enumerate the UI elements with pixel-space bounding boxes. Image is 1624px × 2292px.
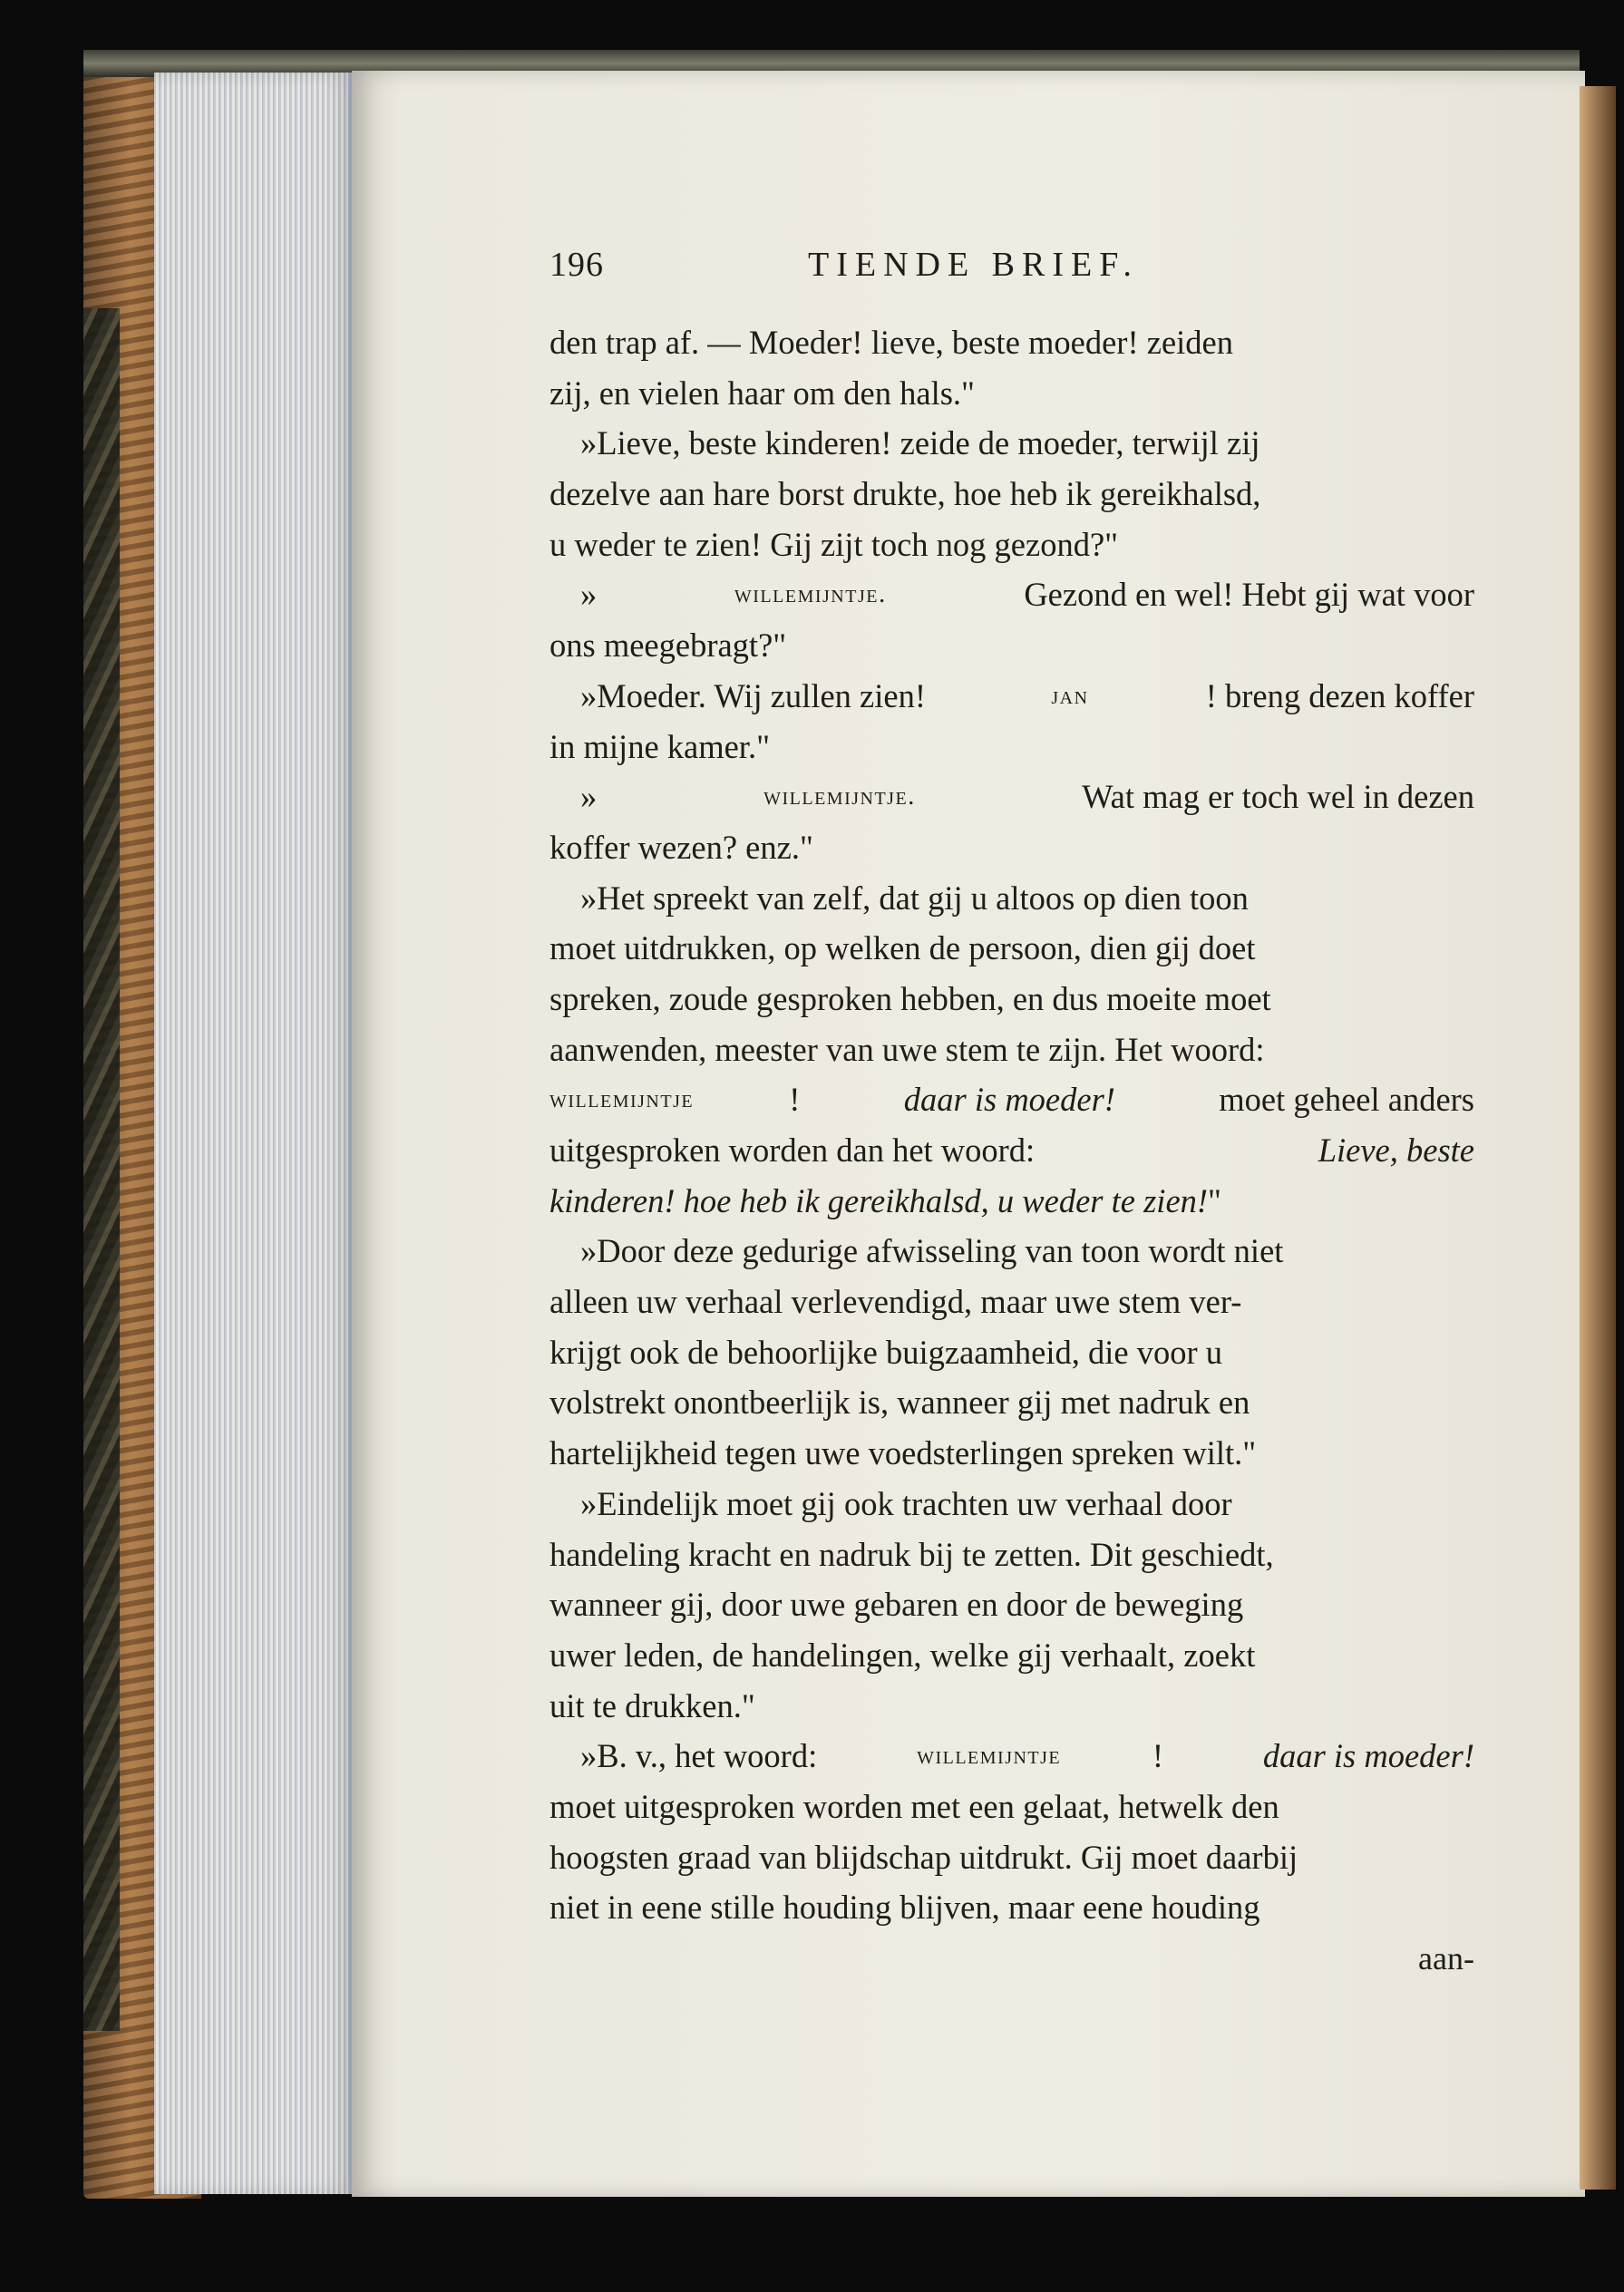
text-segment: aanwenden, meester van uwe stem te zijn. Het woord: — [549, 1030, 1265, 1068]
right-binding-edge — [1580, 86, 1616, 2190]
text-segment: »B. v., het woord: — [580, 1737, 826, 1775]
running-head: TIENDE BRIEF. — [808, 246, 1139, 284]
text-segment: » — [580, 576, 606, 614]
text-line — [549, 772, 1474, 822]
text-line — [549, 317, 1474, 368]
text-segment: moet uitdrukken, op welken de persoon, dien gij doet — [549, 929, 1256, 967]
text-segment: ! breng dezen koffer — [1205, 676, 1474, 714]
text-line — [549, 923, 1474, 974]
text-segment: uit te drukken." — [549, 1686, 755, 1724]
text-segment: »Lieve, beste kinderen! zeide de moeder, terwijl zij — [580, 424, 1260, 462]
text-segment: »Moeder. Wij zullen zien! — [580, 676, 935, 714]
text-block — [549, 245, 1474, 1984]
text-line — [549, 1226, 1474, 1277]
text-line — [549, 671, 1474, 722]
text-line — [549, 1579, 1474, 1630]
text-line — [549, 620, 1474, 671]
text-line — [549, 569, 1474, 620]
text-segment: u weder te zien! Gij zijt toch nog gezond?" — [549, 525, 1119, 563]
text-line — [549, 1782, 1474, 1832]
text-segment: ! — [789, 1081, 809, 1119]
text-line — [549, 1025, 1474, 1075]
text-segment: willemijntje — [549, 1084, 695, 1114]
text-line — [549, 1832, 1474, 1883]
text-segment: uitgesproken worden dan het woord: — [549, 1131, 1044, 1169]
text-segment: zij, en vielen haar om den hals." — [549, 374, 975, 412]
page-number: 196 — [549, 246, 604, 284]
text-line — [549, 418, 1474, 469]
text-line — [549, 1327, 1474, 1378]
text-line — [549, 1428, 1474, 1479]
text-line — [549, 1882, 1474, 1933]
text-segment: »Door deze gedurige afwisseling van toon wordt niet — [580, 1232, 1284, 1270]
text-segment: »Het spreekt van zelf, dat gij u altoos op dien toon — [580, 879, 1249, 917]
text-line — [549, 520, 1474, 570]
text-segment: alleen uw verhaal verlevendigd, maar uwe stem ver- — [549, 1283, 1242, 1321]
text-segment: dezelve aan hare borst drukte, hoe heb ik gereikhalsd, — [549, 475, 1261, 513]
text-line — [549, 1530, 1474, 1580]
text-line — [549, 822, 1474, 873]
text-segment: willemijntje. — [734, 579, 887, 609]
text-segment: willemijntje — [917, 1741, 1062, 1771]
text-line — [549, 1731, 1474, 1782]
text-segment: willemijntje. — [763, 782, 916, 811]
text-line — [549, 1125, 1474, 1176]
text-segment: »Eindelijk moet gij ook trachten uw verhaal door — [580, 1484, 1232, 1522]
text-segment: niet in eene stille houding blijven, maar eene houding — [549, 1889, 1260, 1927]
text-segment: hoogsten graad van blijdschap uitdrukt. Gij moet daarbij — [549, 1838, 1298, 1876]
text-segment: " — [1208, 1181, 1221, 1219]
text-segment: spreken, zoude gesproken hebben, en dus moeite moet — [549, 979, 1271, 1017]
text-segment: Gezond en wel! Hebt gij wat voor — [1016, 576, 1474, 614]
page-fore-edge — [154, 73, 354, 2194]
text-segment: koffer wezen? enz." — [549, 828, 813, 866]
text-line — [549, 1277, 1474, 1327]
text-segment: moet geheel anders — [1211, 1081, 1474, 1119]
text-line — [549, 1681, 1474, 1732]
text-segment: ons meegebragt?" — [549, 626, 787, 665]
text-segment: moet uitgesproken worden met een gelaat, hetwelk den — [549, 1787, 1279, 1825]
text-segment: daar is moeder! — [903, 1081, 1115, 1119]
text-segment: in mijne kamer." — [549, 727, 770, 765]
text-segment: handeling kracht en nadruk bij te zetten. Dit geschiedt, — [549, 1535, 1274, 1573]
text-segment: volstrekt onontbeerlijk is, wanneer gij met nadruk en — [549, 1384, 1250, 1422]
text-segment: den trap af. — Moeder! lieve, beste moeder! zeiden — [549, 324, 1233, 361]
text-line — [549, 974, 1474, 1025]
text-line — [549, 469, 1474, 520]
text-line — [549, 722, 1474, 772]
catchword: aan- — [1418, 1940, 1474, 1976]
text-segment: wanneer gij, door uwe gebaren en door de beweging — [549, 1586, 1244, 1624]
text-segment: daar is moeder! — [1262, 1737, 1474, 1775]
text-line — [549, 873, 1474, 924]
text-segment: ! — [1152, 1737, 1172, 1775]
page-header — [549, 245, 1474, 301]
text-segment: krijgt ook de behoorlijke buigzaamheid, die voor u — [549, 1333, 1222, 1371]
text-segment: jan — [1051, 680, 1089, 710]
text-segment: uwer leden, de handelingen, welke gij verhaalt, zoekt — [549, 1636, 1256, 1674]
text-line — [549, 1377, 1474, 1428]
text-segment: Wat mag er toch wel in dezen — [1074, 778, 1474, 816]
text-segment: kinderen! hoe heb ik gereikhalsd, u weder te zien! — [549, 1181, 1209, 1219]
text-line — [549, 368, 1474, 419]
text-line — [549, 1630, 1474, 1681]
text-line — [549, 1479, 1474, 1530]
text-segment: Lieve, beste — [1318, 1131, 1474, 1169]
text-segment: » — [580, 778, 606, 816]
text-line — [549, 1074, 1474, 1125]
text-segment: hartelijkheid tegen uwe voedsterlingen spreken wilt." — [549, 1434, 1257, 1472]
body-text — [549, 317, 1474, 1933]
text-line — [549, 1176, 1474, 1227]
marbled-cover-edge — [83, 308, 120, 2031]
